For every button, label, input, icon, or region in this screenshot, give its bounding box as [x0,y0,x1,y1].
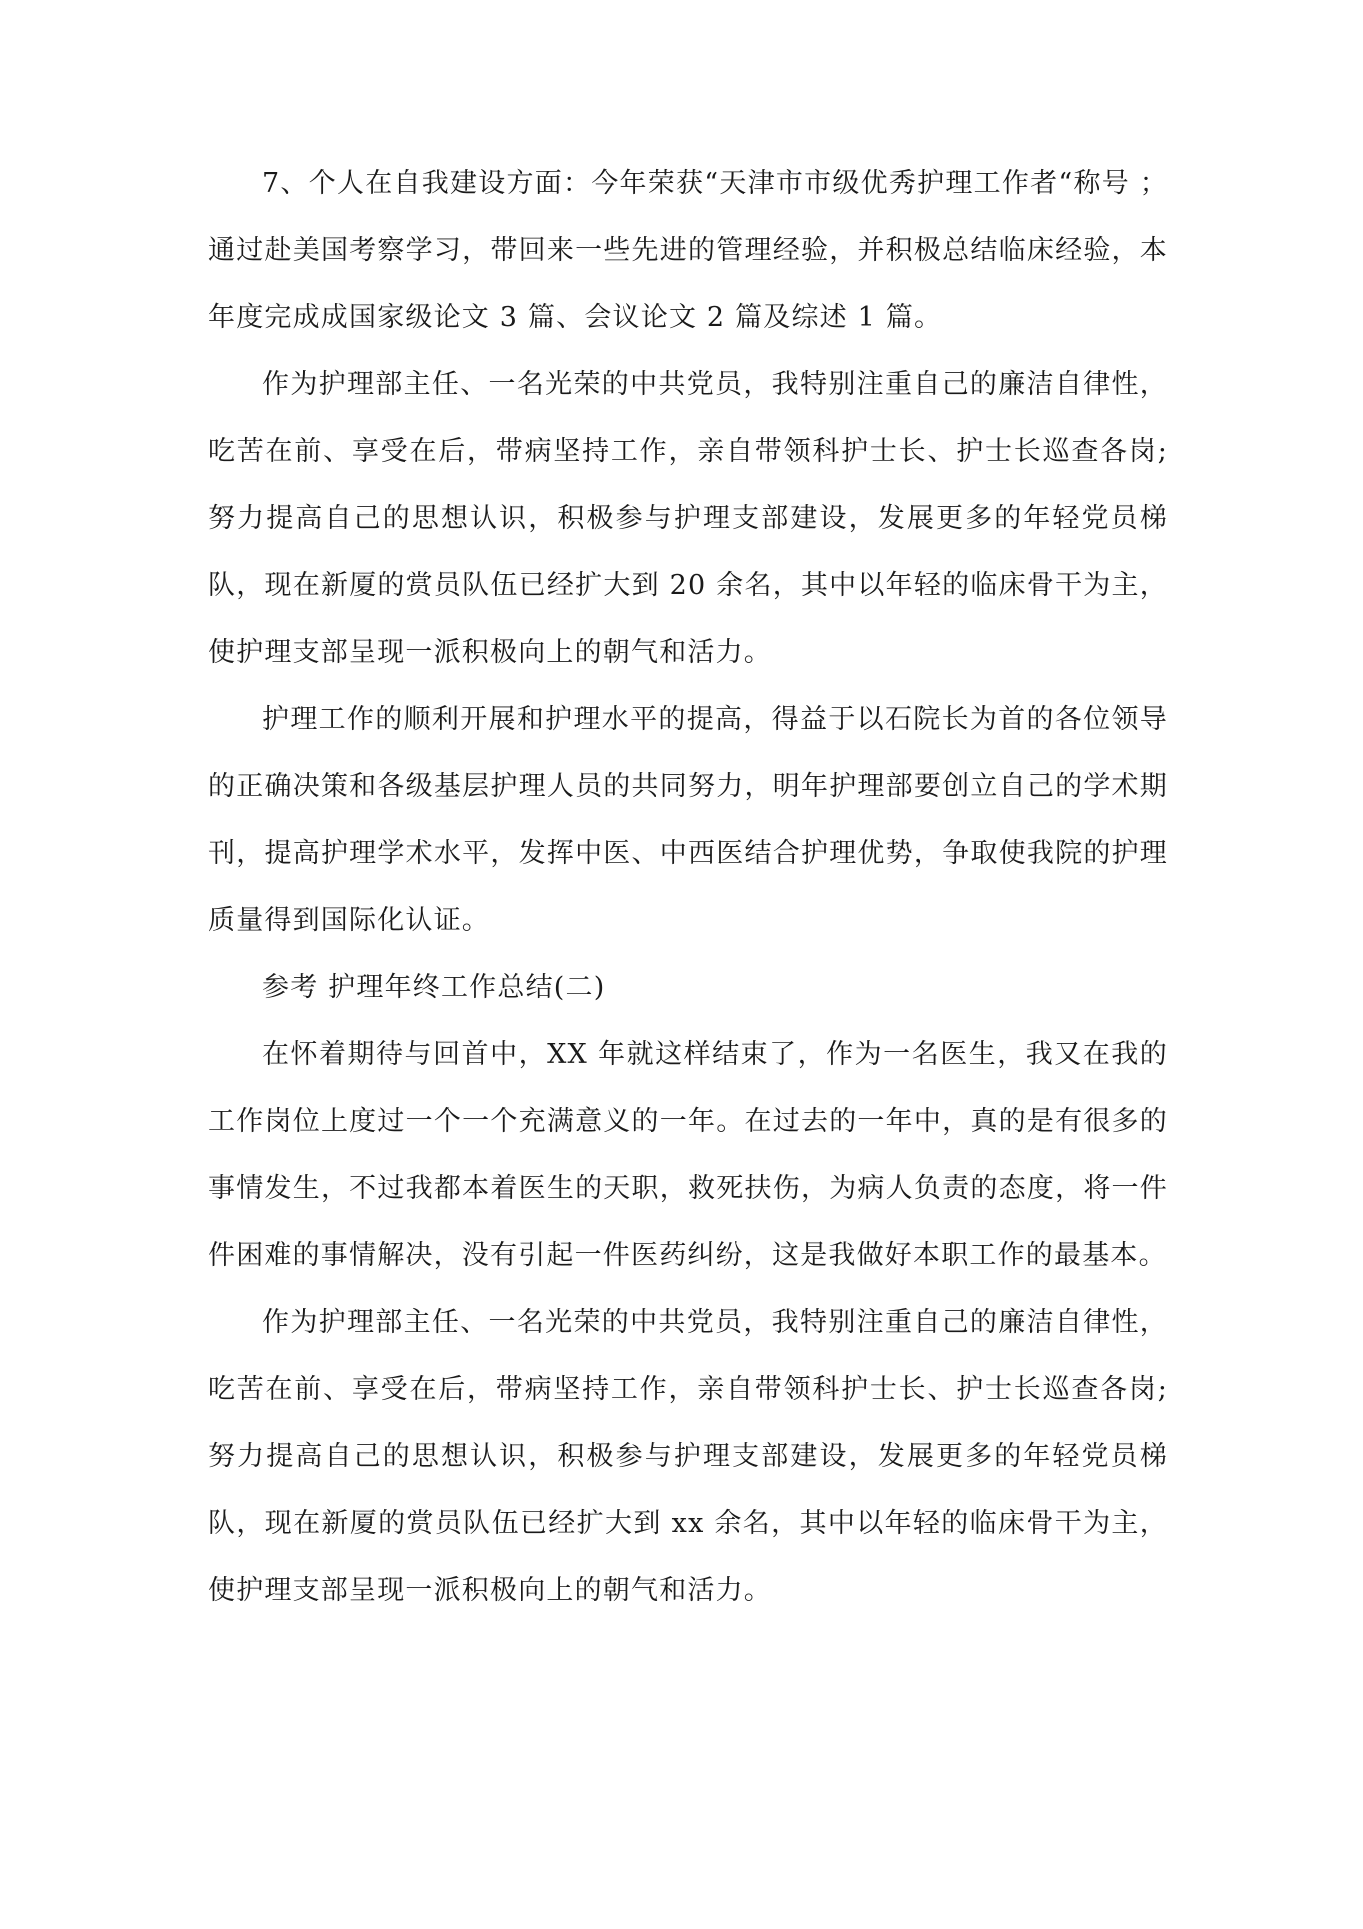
paragraph-self-development: 7、个人在自我建设方面：今年荣获“天津市市级优秀护理工作者“称号 ；通过赴美国考察学习，带回来一些先进的管理经验，并积极总结临床经验，本年度完成成国家级论文 3 篇、会议论文 2 篇及综述 1 篇。 [208,168,1168,333]
paragraph-party-member: 作为护理部主任、一名光荣的中共党员，我特别注重自己的廉洁自律性，吃苦在前、享受在后，带病坚持工作，亲自带领科护士长、护士长巡查各岗;努力提高自己的思想认识，积极参与护理支部建设，发展更多的年轻党员梯队，现在新厦的赏员队伍已经扩大到 20 余名，其中以年轻的临床骨干为主，使护理支部呈现一派积极向上的朝气和活力。 [208,369,1168,668]
document-body [208,150,1168,1624]
paragraph-party-member-2: 作为护理部主任、一名光荣的中共党员，我特别注重自己的廉洁自律性，吃苦在前、享受在后，带病坚持工作，亲自带领科护士长、护士长巡查各岗;努力提高自己的思想认识，积极参与护理支部建设，发展更多的年轻党员梯队，现在新厦的赏员队伍已经扩大到 xx 余名，其中以年轻的临床骨干为主，使护理支部呈现一派积极向上的朝气和活力。 [208,1307,1168,1606]
paragraph-year-review: 在怀着期待与回首中，XX 年就这样结束了，作为一名医生，我又在我的工作岗位上度过一个一个充满意义的一年。在过去的一年中，真的是有很多的事情发生，不过我都本着医生的天职，救死扶伤，为病人负责的态度，将一件件困难的事情解决，没有引起一件医药纠纷，这是我做好本职工作的最基本。 [208,1039,1168,1271]
paragraph-acknowledgement: 护理工作的顺利开展和护理水平的提高，得益于以石院长为首的各位领导的正确决策和各级基层护理人员的共同努力，明年护理部要创立自己的学术期刊，提高护理学术水平，发挥中医、中西医结合护理优势，争取使我院的护理质量得到国际化认证。 [208,704,1168,936]
section-heading: 参考 护理年终工作总结(二) [262,972,606,1003]
